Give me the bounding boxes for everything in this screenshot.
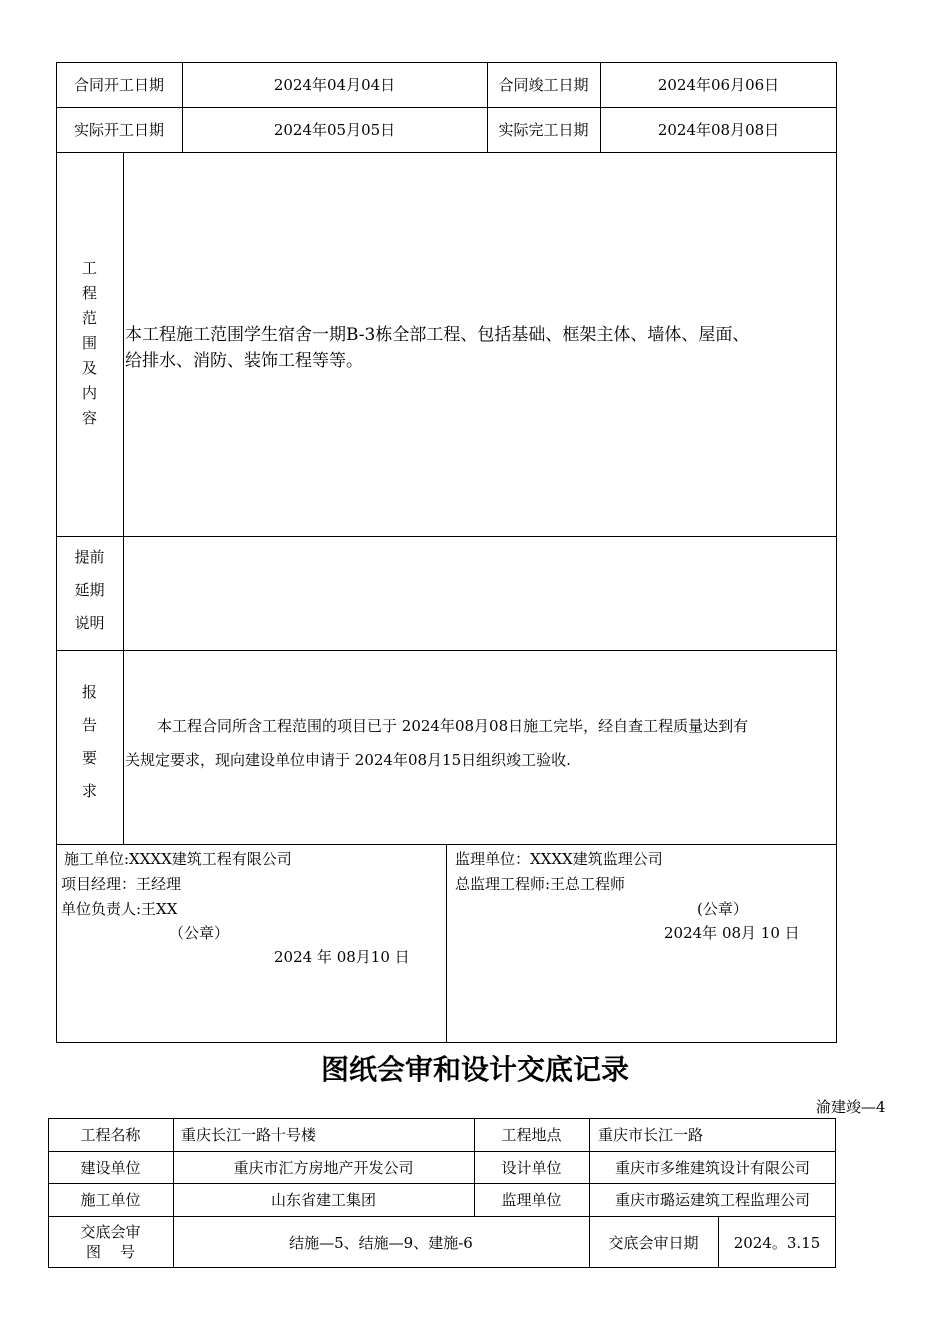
delay-label-line: 说明	[74, 614, 105, 632]
request-text-line-2: 关规定要求，现向建设单位申请于 2024年08月15日组织竣工验收.	[125, 751, 571, 769]
drawing-no-label-line: 图 号	[85, 1243, 136, 1261]
construction-unit-value: 山东省建工集团	[270, 1191, 376, 1209]
review-date-label: 交底会审日期	[608, 1233, 699, 1252]
request-label-char: 告	[81, 716, 97, 734]
project-location-label: 工程地点	[501, 1126, 562, 1144]
project-location-value: 重庆市长江一路	[598, 1126, 704, 1144]
scope-label-char: 工	[81, 259, 97, 277]
build-unit-label: 建设单位	[80, 1158, 141, 1177]
drawing-review-title: 图纸会审和设计交底记录	[320, 1053, 629, 1086]
design-unit-label: 设计单位	[501, 1158, 562, 1177]
contract-end-label: 合同竣工日期	[498, 76, 589, 94]
contractor-manager: 项目经理：王经理	[61, 875, 182, 893]
design-unit-value: 重庆市多维建筑设计有限公司	[614, 1158, 810, 1177]
contract-end-value: 2024年06月06日	[657, 76, 780, 94]
col-divider	[123, 152, 124, 844]
delay-label-line: 延期	[74, 581, 105, 599]
scope-label	[56, 256, 123, 431]
project-name-value: 重庆长江一路十号楼	[181, 1126, 317, 1144]
supervision-unit-label: 监理单位	[501, 1191, 562, 1209]
supervisor-seal: (公章）	[697, 900, 748, 918]
request-label	[56, 676, 123, 808]
supervision-unit-value: 重庆市璐运建筑工程监理公司	[614, 1191, 810, 1209]
contractor-unit: 施工单位:XXXX建筑工程有限公司	[64, 850, 292, 868]
supervisor-unit: 监理单位：XXXX建筑监理公司	[455, 850, 663, 868]
drawing-no-value: 结施—5、结施—9、建施-6	[289, 1233, 473, 1252]
actual-start-label: 实际开工日期	[73, 121, 164, 139]
delay-label	[56, 541, 123, 640]
actual-end-label: 实际完工日期	[498, 121, 589, 139]
request-label-char: 求	[81, 782, 97, 800]
request-label-char: 要	[81, 749, 97, 767]
supervisor-chief: 总监理工程师:王总工程师	[455, 875, 626, 893]
build-unit-value: 重庆市汇方房地产开发公司	[233, 1158, 414, 1177]
actual-start-value: 2024年05月05日	[273, 121, 396, 139]
contract-start-value: 2024年04月04日	[273, 76, 396, 94]
construction-unit-label: 施工单位	[80, 1191, 141, 1209]
row-divider	[56, 536, 837, 537]
scope-label-char: 及	[81, 359, 97, 377]
scope-label-char: 程	[81, 284, 97, 302]
contractor-date: 2024 年 08月10 日	[274, 948, 410, 966]
scope-label-char: 围	[81, 334, 97, 352]
row-divider	[56, 152, 837, 153]
scope-label-char: 内	[81, 384, 97, 402]
supervisor-date: 2024年 08月 10 日	[664, 924, 800, 942]
contract-start-label: 合同开工日期	[73, 76, 164, 94]
drawing-no-label-line: 交底会审	[80, 1223, 141, 1241]
form-code: 渝建竣—4	[816, 1098, 886, 1116]
actual-end-value: 2024年08月08日	[657, 121, 780, 139]
review-date-value: 2024。3.15	[733, 1233, 821, 1252]
drawing-no-label	[48, 1216, 173, 1268]
scope-text-line-1: 本工程施工范围学生宿舍一期B-3栋全部工程、包括基础、框架主体、墙体、屋面、	[125, 325, 750, 345]
request-text-line-1: 本工程合同所含工程范围的项目已于 2024年08月08日施工完毕，经自查工程质量达到有	[157, 717, 749, 735]
scope-label-char: 容	[81, 409, 97, 427]
col-divider	[446, 844, 447, 1043]
delay-label-line: 提前	[74, 548, 105, 566]
contractor-responsible: 单位负责人:王XX	[61, 900, 178, 918]
contractor-seal: （公章）	[169, 924, 230, 942]
scope-label-char: 范	[81, 309, 97, 327]
request-label-char: 报	[81, 683, 97, 701]
row-divider	[56, 650, 837, 651]
scope-text-line-2: 给排水、消防、装饰工程等等。	[125, 351, 363, 371]
project-name-label: 工程名称	[80, 1126, 141, 1144]
